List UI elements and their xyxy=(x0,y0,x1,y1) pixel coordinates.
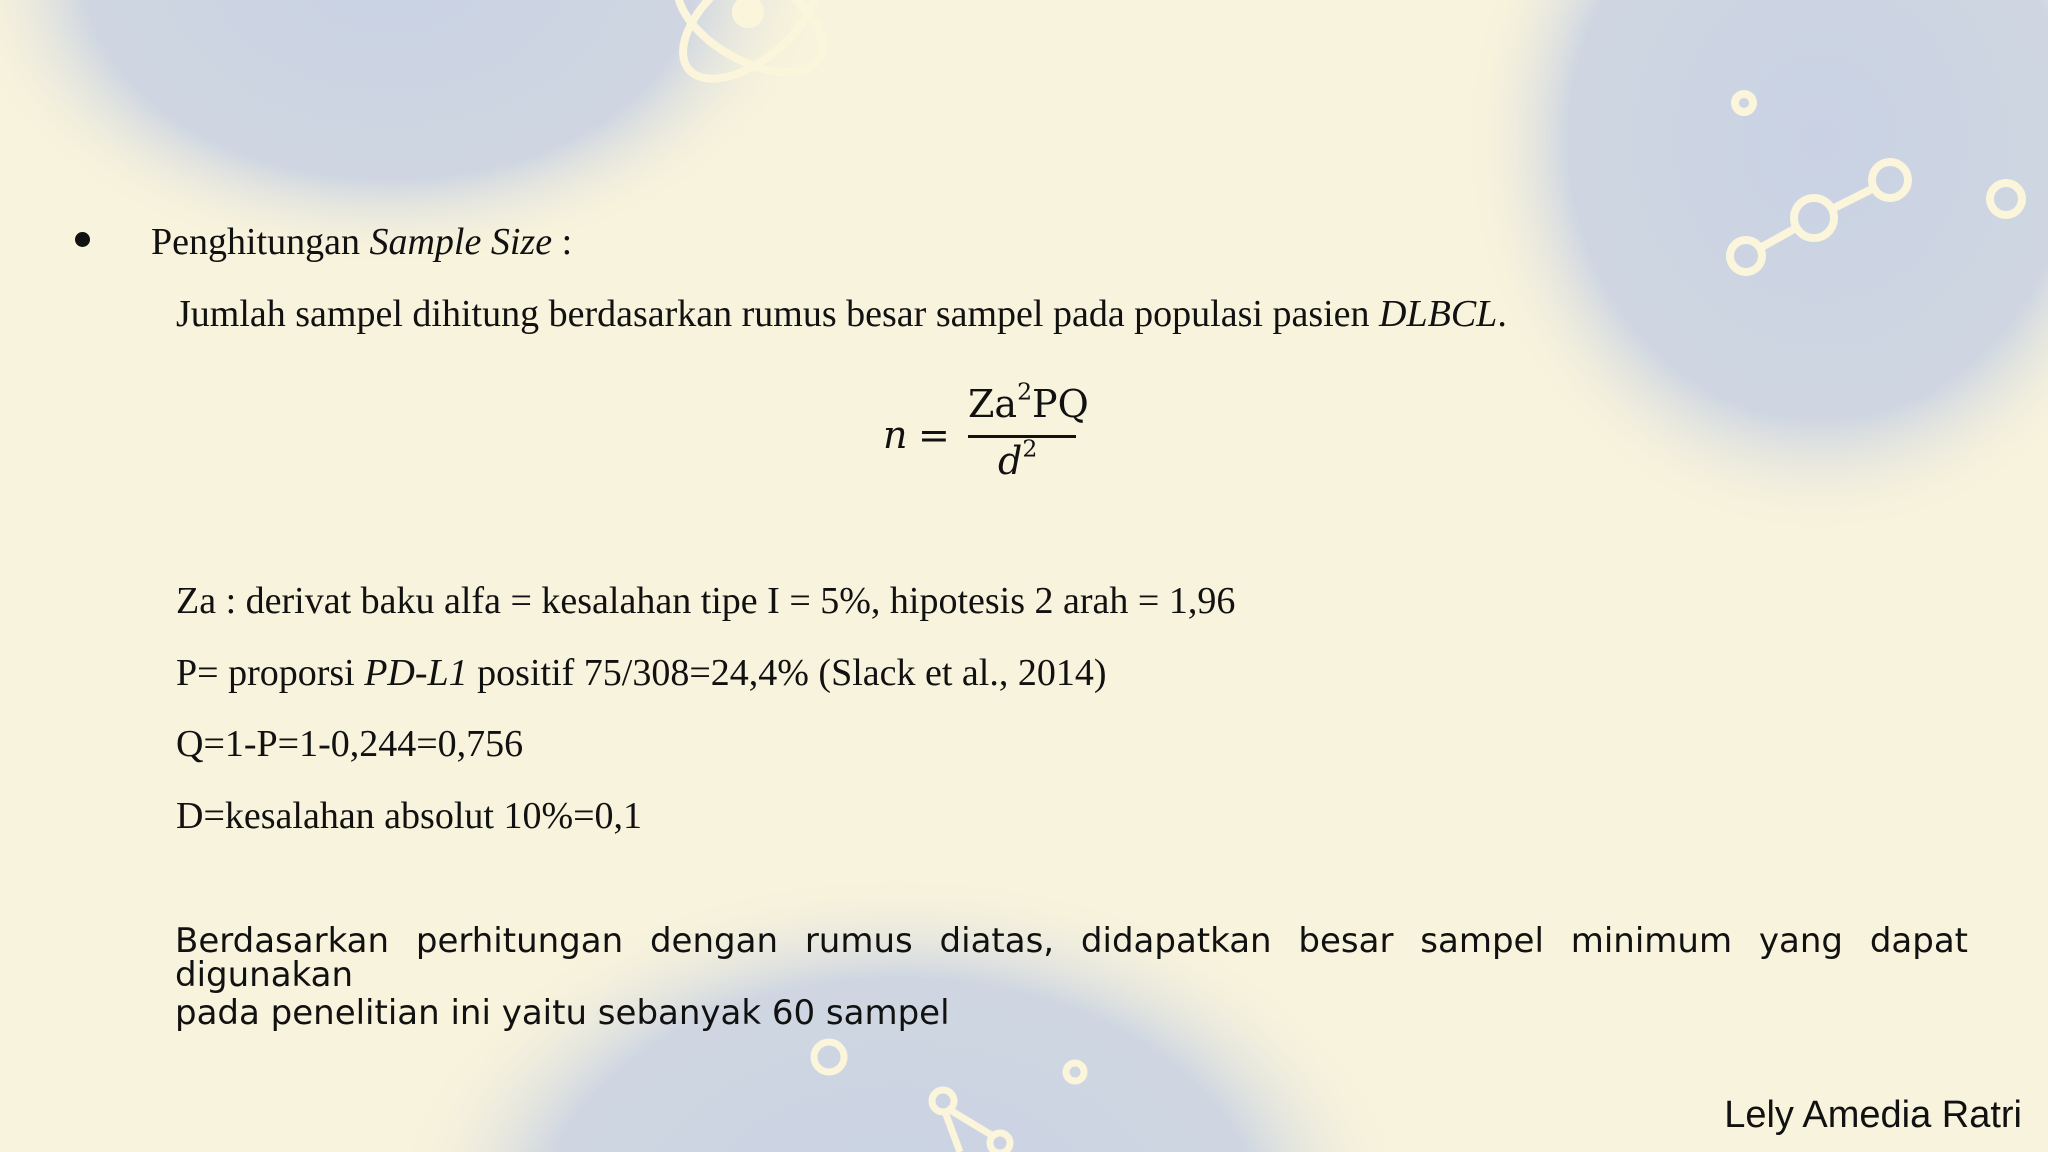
p-emphasis: PD-L1 xyxy=(364,652,468,694)
bullet-heading xyxy=(151,223,572,261)
numerator-exponent: 2 xyxy=(1017,377,1033,406)
p-suffix: positif 75/308=24,4% (Slack et al., 2014) xyxy=(467,652,1107,694)
formula-lhs: n xyxy=(883,413,908,457)
numerator-base: Za xyxy=(968,382,1018,426)
heading-emphasis: Sample Size xyxy=(369,221,553,263)
formula-equals: = xyxy=(918,413,950,457)
definition-p xyxy=(176,654,1107,692)
intro-paragraph xyxy=(176,295,1507,333)
author-name: Lely Amedia Ratri xyxy=(1724,1094,2022,1136)
heading-text: Penghitungan xyxy=(151,221,370,263)
conclusion-line-2: pada penelitian ini yaitu sebanyak 60 sampel xyxy=(175,993,950,1033)
intro-emphasis: DLBCL xyxy=(1379,293,1498,335)
numerator-rest: PQ xyxy=(1032,382,1089,426)
intro-text: Jumlah sampel dihitung berdasarkan rumus besar sampel pada populasi pasien xyxy=(176,293,1380,335)
definition-q: Q=1-P=1-0,244=0,756 xyxy=(176,723,524,765)
heading-suffix: : xyxy=(552,221,573,263)
bullet-point xyxy=(75,232,90,247)
p-text: P= proporsi xyxy=(176,652,365,694)
intro-suffix: . xyxy=(1497,293,1507,335)
formula-denominator xyxy=(998,434,1038,483)
denominator-exponent: 2 xyxy=(1022,434,1038,463)
denominator-base: d xyxy=(998,439,1023,483)
definition-d: D=kesalahan absolut 10%=0,1 xyxy=(176,795,643,837)
formula-numerator xyxy=(968,377,1089,426)
definition-za: Za : derivat baku alfa = kesalahan tipe I = 5%, hipotesis 2 arah = 1,96 xyxy=(176,580,1236,622)
conclusion-line-1: Berdasarkan perhitungan dengan rumus diatas, didapatkan besar sampel minimum yang dapat digunakan xyxy=(175,921,1968,995)
